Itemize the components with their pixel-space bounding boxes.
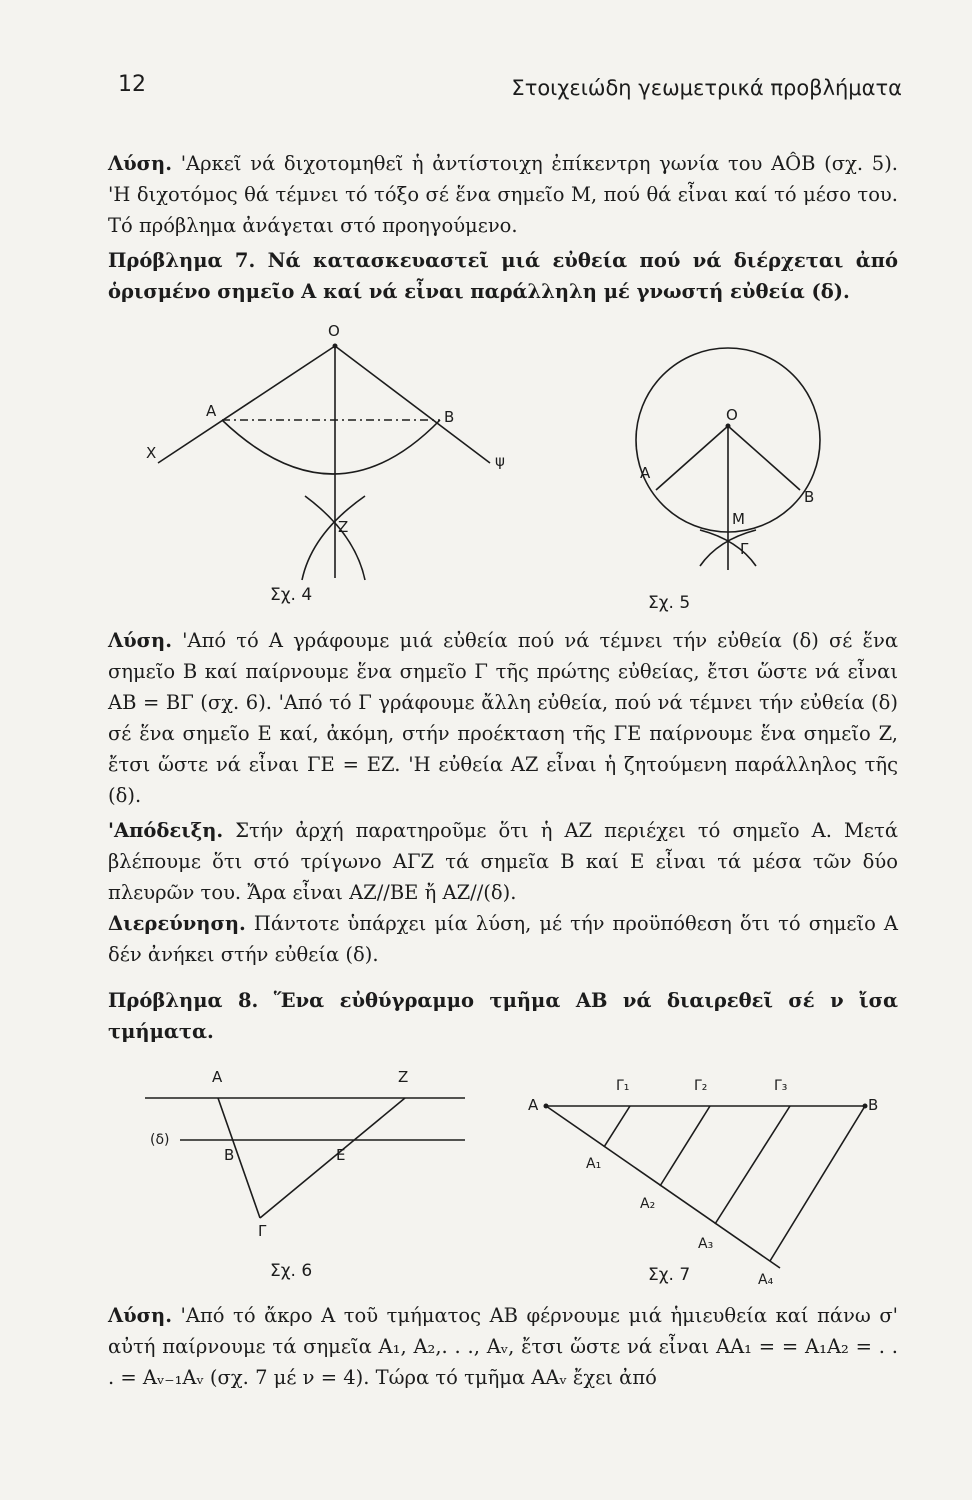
label-a: A	[640, 464, 651, 482]
ray-a	[546, 1106, 780, 1268]
running-title: Στοιχειώδη γεωμετρικά προβλήματα	[511, 76, 902, 100]
label-b: B	[444, 408, 455, 426]
figure-4-caption: Σχ. 4	[270, 585, 313, 605]
label-a: A	[212, 1068, 223, 1086]
label-a1: A₁	[586, 1156, 602, 1172]
solution-text: 'Από τό ἄκρο A τοῦ τμήματος AB φέρνουμε μιά ἡμιευθεία καί πάνω σ' αὐτή παίρνουμε τά σημεῖα A₁, A₂,. . ., Aᵥ, ἔτσι ὥστε νά εἶναι AA₁ = = A₁A₂ = . . . = Aᵥ₋₁Aᵥ (σχ. 7 μέ ν = 4). Τώρα τό τμῆμα AAᵥ ἔχει ἀπό	[108, 1304, 898, 1389]
figure-4	[140, 318, 520, 618]
label-m: M	[732, 510, 745, 528]
label-g3: Γ₃	[774, 1078, 788, 1094]
label-gamma: Γ	[740, 540, 749, 558]
solution-5-paragraph	[108, 148, 898, 241]
radius-ob	[728, 426, 800, 490]
label-g2: Γ₂	[694, 1078, 708, 1094]
problem-7-statement: Πρόβλημα 7. Νά κατασκευαστεῖ μιά εὐθεία πού νά διέρχεται ἀπό ὁρισμένο σημεῖο A καί νά εἶναι παράλληλη μέ γνωστή εὐθεία (δ).	[108, 249, 898, 303]
solution-7-paragraph	[108, 625, 898, 811]
proof-paragraph	[108, 815, 898, 908]
discussion-paragraph	[108, 908, 898, 970]
label-x: X	[146, 444, 157, 462]
label-a: A	[528, 1096, 539, 1114]
figure-5-caption: Σχ. 5	[648, 593, 691, 613]
label-a2: A₂	[640, 1196, 656, 1212]
label-z: Z	[398, 1068, 409, 1086]
label-delta: (δ)	[150, 1132, 170, 1148]
discussion-text: Πάντοτε ὑπάρχει μία λύση, μέ τήν προϋπόθεση ὅτι τό σημεῖο A δέν ἀνήκει στήν εὐθεία (δ).	[108, 912, 898, 966]
line-a4-b	[770, 1106, 865, 1261]
segment-gz	[260, 1098, 405, 1218]
solution-label: Λύση.	[108, 152, 173, 175]
line-a3-g3	[715, 1106, 790, 1224]
solution-text: 'Αρκεῖ νά διχοτομηθεῖ ἡ ἀντίστοιχη ἐπίκεντρη γωνία του AÔB (σχ. 5). 'Η διχοτόμος θά τέμνει τό τόξο σέ ἕνα σημεῖο M, πού θά εἶναι καί τό μέσο του. Τό πρόβλημα ἀνάγεται στό προηγούμενο.	[108, 152, 898, 237]
label-b: B	[224, 1146, 235, 1164]
label-z: Z	[338, 518, 349, 536]
line-a2-g2	[660, 1106, 710, 1186]
label-o: O	[328, 322, 340, 340]
discussion-label: Διερεύνηση.	[108, 912, 246, 935]
solution-8-paragraph	[108, 1300, 898, 1393]
label-a: A	[206, 402, 217, 420]
figure-6	[140, 1050, 470, 1290]
label-a4: A₄	[758, 1272, 774, 1288]
solution-text: 'Από τό A γράφουμε μιά εὐθεία πού νά τέμνει τήν εὐθεία (δ) σέ ἕνα σημεῖο B καί παίρνουμε ἕνα σημεῖο Γ τῆς πρώτης εὐθείας, ἔτσι ὥστε νά εἶναι AB = BΓ (σχ. 6). 'Από τό Γ γράφουμε ἄλλη εὐθεία, πού νά τέμνει τήν εὐθεία (δ) σέ ἕνα σημεῖο E καί, ἀκόμη, στήν προέκταση τῆς ΓE παίρνουμε ἕνα σημεῖο Z, ἔτσι ὥστε νά εἶναι ΓE = EZ. 'Η εὐθεία AZ εἶναι ἡ ζητούμενη παράλληλος τῆς (δ).	[108, 629, 898, 807]
arc-ab	[222, 420, 440, 474]
page-number: 12	[118, 72, 146, 97]
radius-oa	[656, 426, 728, 490]
label-a3: A₃	[698, 1236, 714, 1252]
construction-arc-2	[302, 496, 365, 580]
figure-7	[520, 1058, 890, 1290]
proof-text: Στήν ἀρχή παρατηροῦμε ὅτι ἡ AZ περιέχει τό σημεῖο A. Μετά βλέπουμε ὅτι στό τρίγωνο AΓZ τά σημεῖα B καί E εἶναι τά μέσα τῶν δύο πλευρῶν του. Ἄρα εἶναι AZ//BE ἤ AZ//(δ).	[108, 819, 898, 904]
solution-label: Λύση.	[108, 1304, 173, 1327]
label-o: O	[726, 406, 738, 424]
label-psi: ψ	[495, 452, 505, 470]
label-b: B	[804, 488, 815, 506]
label-g1: Γ₁	[616, 1078, 630, 1094]
problem-8-statement: Πρόβλημα 8. Ἕνα εὐθύγραμμο τμῆμα AB νά διαιρεθεῖ σέ ν ἴσα τμήματα.	[108, 989, 898, 1043]
label-b: B	[868, 1096, 879, 1114]
solution-label: Λύση.	[108, 629, 173, 652]
ray-ox	[158, 346, 335, 463]
figure-5	[608, 340, 848, 620]
figure-7-caption: Σχ. 7	[648, 1265, 691, 1285]
line-a1-g1	[604, 1106, 630, 1147]
figure-6-caption: Σχ. 6	[270, 1261, 313, 1281]
proof-label: 'Απόδειξη.	[108, 819, 224, 842]
label-e: E	[336, 1146, 346, 1164]
label-gamma: Γ	[258, 1222, 267, 1240]
